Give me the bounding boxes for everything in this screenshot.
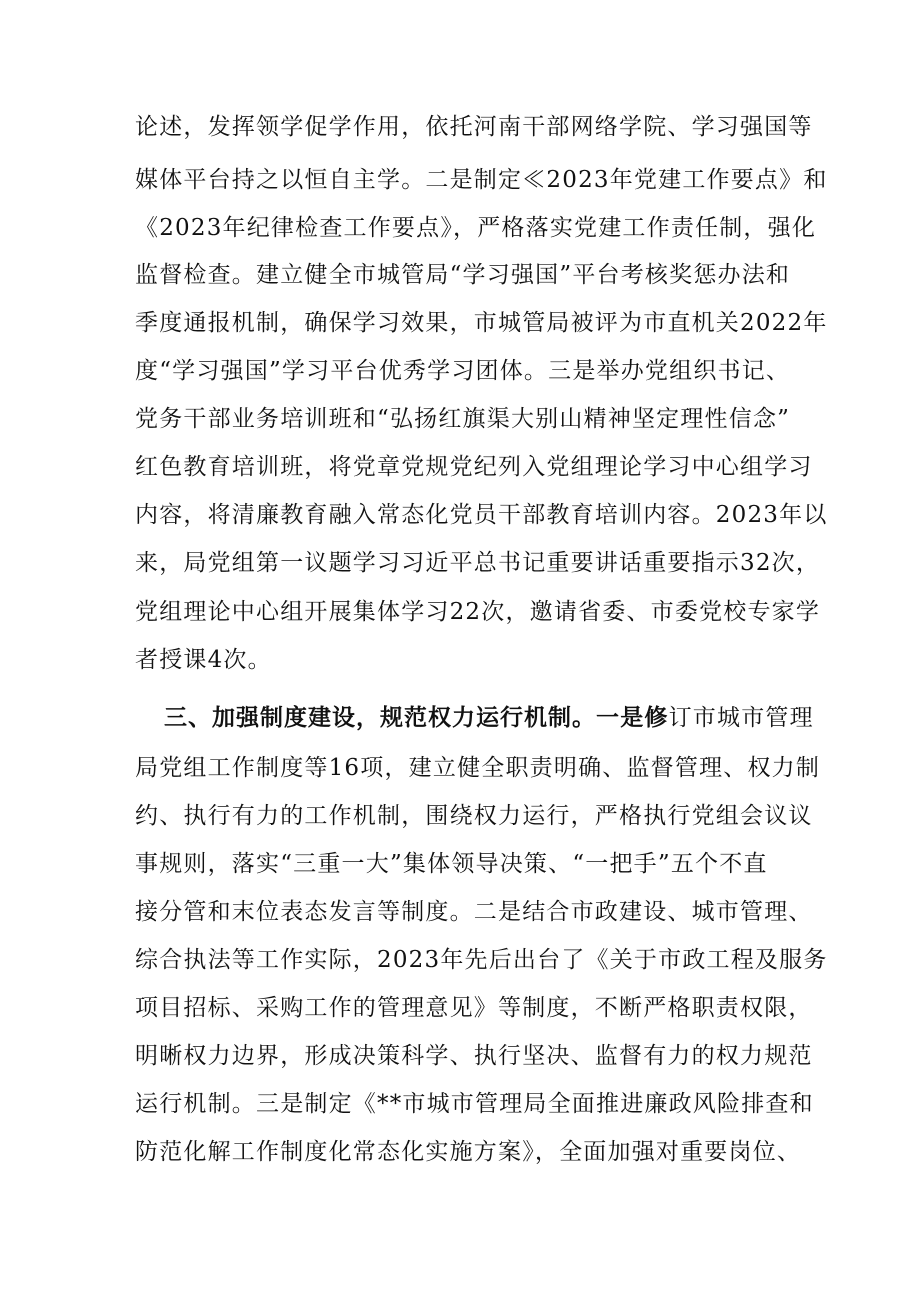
heading-line-rest: 订市城市管理 xyxy=(668,705,814,731)
paragraph-line: 度“学习强国”学习平台优秀学习团体。三是举办党组织书记、 xyxy=(135,358,791,384)
paragraph-line: 防范化解工作制度化常态化实施方案》，全面加强对重要岗位、 xyxy=(135,1139,802,1165)
paragraph-line: 季度通报机制，确保学习效果，市城管局被评为市直机关2022年 xyxy=(135,310,828,336)
paragraph-line: 红色教育培训班，将党章党规党纪列入党组理论学习中心组学习 xyxy=(135,454,813,480)
paragraph-line: 事规则，落实“三重一大”集体领导决策、“一把手”五个不直 xyxy=(135,851,768,877)
paragraph-line: 接分管和末位表态发言等制度。二是结合市政建设、城市管理、 xyxy=(135,899,813,925)
paragraph-line: 《2023年纪律检查工作要点》，严格落实党建工作责任制，强化 xyxy=(135,215,817,241)
paragraph-line: 项目招标、采购工作的管理意见》等制度，不断严格职责权限， xyxy=(135,995,813,1021)
paragraph-line: 来，局党组第一议题学习习近平总书记重要讲话重要指示32次， xyxy=(135,550,821,576)
paragraph-line: 局党组工作制度等16项，建立健全职责明确、监督管理、权力制 xyxy=(135,755,821,781)
section-heading-line xyxy=(164,703,814,733)
lead-phrase: 一是修 xyxy=(596,705,669,731)
paragraph-line: 党务干部业务培训班和“弘扬红旗渠大别山精神坚定理性信念” xyxy=(135,406,791,432)
section-heading: 三、加强制度建设，规范权力运行机制。 xyxy=(164,705,596,731)
paragraph-line: 明晰权力边界，形成决策科学、执行坚决、监督有力的权力规范 xyxy=(135,1043,813,1069)
paragraph-line: 监督检查。建立健全市城管局“学习强国”平台考核奖惩办法和 xyxy=(135,262,791,288)
paragraph-line: 党组理论中心组开展集体学习22次，邀请省委、市委党校专家学 xyxy=(135,599,821,625)
paragraph-line: 综合执法等工作实际，2023年先后出台了《关于市政工程及服务 xyxy=(135,947,828,973)
paragraph-line: 者授课4次。 xyxy=(135,647,272,673)
paragraph-line: 内容，将清廉教育融入常态化党员干部教育培训内容。2023年以 xyxy=(135,502,828,528)
paragraph-line: 约、执行有力的工作机制，围绕权力运行，严格执行党组会议议 xyxy=(135,803,813,829)
paragraph-line: 运行机制。三是制定《**市城市管理局全面推进廉政风险排查和 xyxy=(135,1091,814,1117)
paragraph-line: 论述，发挥领学促学作用，依托河南干部网络学院、学习强国等 xyxy=(135,114,813,140)
paragraph-line: 媒体平台持之以恒自主学。二是制定≪2023年党建工作要点》和 xyxy=(135,167,828,193)
